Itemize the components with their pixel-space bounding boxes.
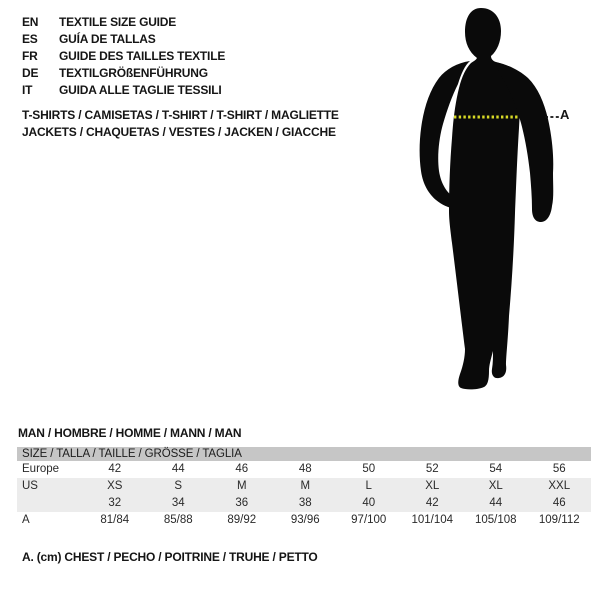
language-label: GUIDA ALLE TAGLIE TESSILI <box>59 82 222 97</box>
size-cell: 44 <box>489 497 503 509</box>
language-title-block <box>22 14 225 98</box>
size-cell: 109/112 <box>538 514 580 526</box>
language-row <box>22 31 225 48</box>
row-label: A <box>22 514 30 526</box>
size-cell: 93/96 <box>290 514 320 526</box>
language-code: EN <box>22 15 39 30</box>
size-cell: 54 <box>489 463 503 475</box>
size-cell: 48 <box>298 463 312 475</box>
size-cell: 89/92 <box>227 514 257 526</box>
size-cell: 38 <box>298 497 312 509</box>
size-cell: 50 <box>362 463 376 475</box>
size-cell: L <box>365 480 372 492</box>
language-code: DE <box>22 65 39 80</box>
section-title-man: MAN / HOMBRE / HOMME / MANN / MAN <box>18 426 242 440</box>
size-cell: 42 <box>108 463 122 475</box>
size-cell: M <box>236 480 247 492</box>
size-cell: XL <box>425 480 440 492</box>
size-cell: 97/100 <box>351 514 387 526</box>
language-row <box>22 64 225 81</box>
category-line-jackets: JACKETS / CHAQUETAS / VESTES / JACKEN / GIACCHE <box>22 125 336 139</box>
size-table-header: SIZE / TALLA / TAILLE / GRÖSSE / TAGLIA <box>17 447 591 461</box>
row-label: Europe <box>22 463 60 475</box>
size-table-row-chest-a <box>17 512 591 529</box>
language-code: FR <box>22 48 38 63</box>
size-cell: XS <box>107 480 123 492</box>
language-label: TEXTILE SIZE GUIDE <box>59 15 177 30</box>
size-cell: 40 <box>362 497 376 509</box>
language-label: GUÍA DE TALLAS <box>59 32 156 47</box>
size-cell: 81/84 <box>100 514 130 526</box>
silhouette-body <box>449 8 521 389</box>
chest-measurement-footnote: A. (cm) CHEST / PECHO / POITRINE / TRUHE / PETTO <box>22 550 318 564</box>
size-cell: XXL <box>548 480 571 492</box>
size-cell: 42 <box>425 497 439 509</box>
size-table-row-europe <box>17 461 591 478</box>
size-table <box>17 447 591 529</box>
size-cell: XL <box>488 480 503 492</box>
measure-label-a: A <box>560 107 570 122</box>
size-cell: 44 <box>171 463 185 475</box>
language-code: IT <box>22 82 33 97</box>
size-cell: 56 <box>552 463 566 475</box>
size-cell: 105/108 <box>474 514 517 526</box>
silhouette-left-arm <box>420 61 470 208</box>
size-cell: 101/104 <box>411 514 454 526</box>
garment-categories <box>22 107 339 141</box>
row-label: US <box>22 480 38 492</box>
language-label: TEXTILGRÖßENFÜHRUNG <box>59 65 208 80</box>
language-label: GUIDE DES TAILLES TEXTILE <box>59 48 226 63</box>
size-cell: 85/88 <box>163 514 193 526</box>
language-code: ES <box>22 32 38 47</box>
size-cell: 32 <box>108 497 122 509</box>
size-cell: 34 <box>171 497 185 509</box>
language-row <box>22 81 225 98</box>
size-cell: 46 <box>552 497 566 509</box>
size-cell: 52 <box>425 463 439 475</box>
size-cell: S <box>174 480 183 492</box>
size-cell: 36 <box>235 497 249 509</box>
category-line-tshirts: T-SHIRTS / CAMISETAS / T-SHIRT / T-SHIRT / MAGLIETTE <box>22 108 339 122</box>
language-row <box>22 48 225 65</box>
row-label <box>17 495 83 512</box>
language-row <box>22 14 225 31</box>
silhouette-right-arm <box>494 62 553 222</box>
size-table-row-us <box>17 478 591 495</box>
size-table-row-numeric <box>17 495 591 512</box>
size-cell: 46 <box>235 463 249 475</box>
size-cell: M <box>300 480 311 492</box>
